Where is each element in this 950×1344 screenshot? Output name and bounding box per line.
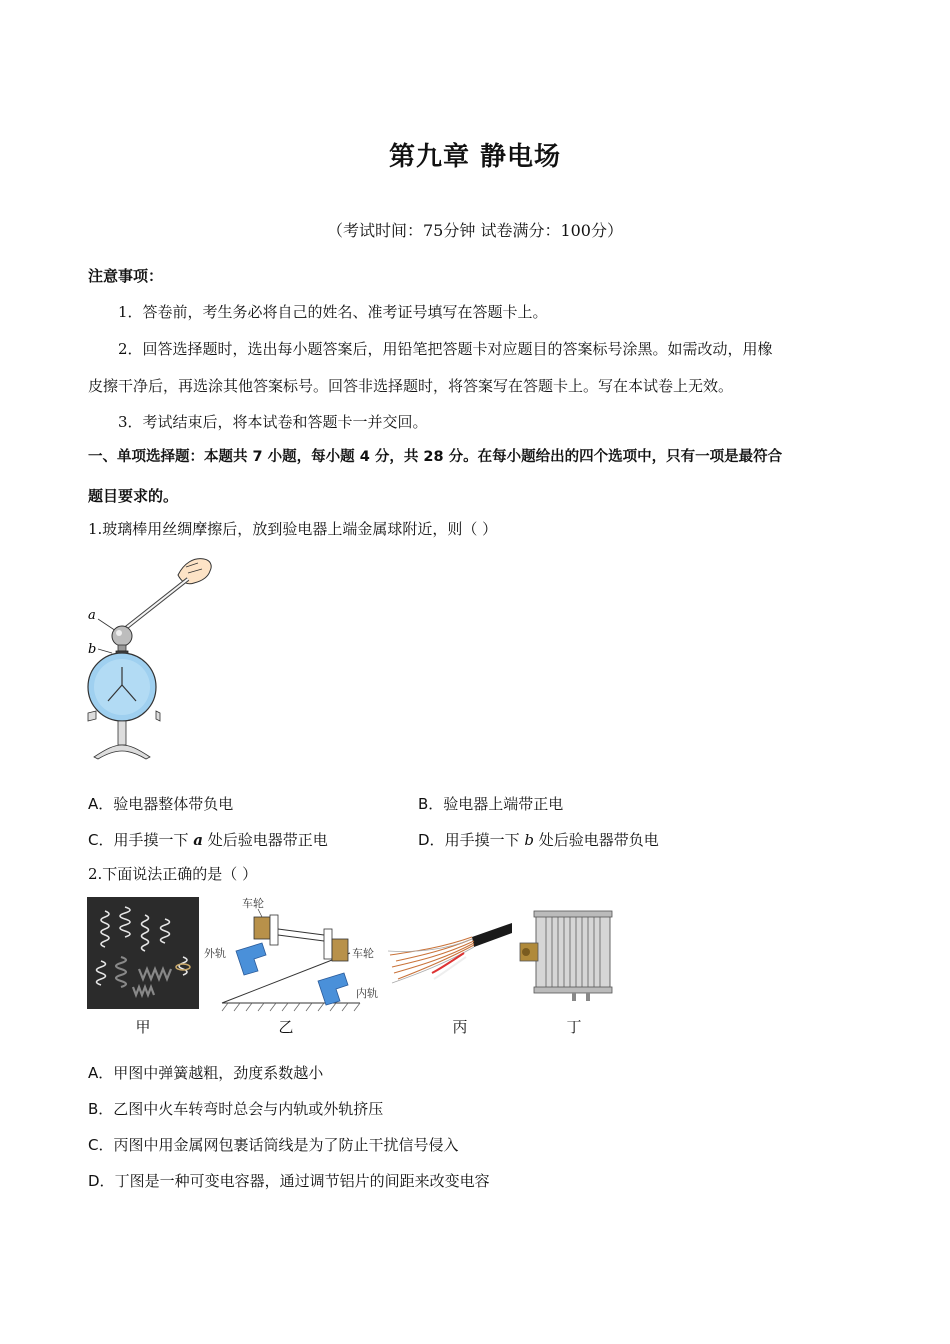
train-wheel-diagram [200,893,390,1013]
note-1: 1．答卷前，考生务必将自己的姓名、准考证号填写在答题卡上。 [118,303,548,321]
page-title: 第九章 静电场 [388,142,562,172]
q1-option-d[interactable] [418,830,659,850]
caption-ding: 丁 [566,1018,582,1036]
label-b: b [88,642,97,657]
q1-option-c-post: 处后验电器带正电 [203,831,328,849]
q2-option-d-letter: D． [88,1172,115,1190]
q1-option-c-var: a [193,831,203,849]
label-wheel-right: 车轮 [352,947,374,960]
q1-option-d-pre: 用手摸一下 [444,831,525,849]
note-3: 3．考试结束后，将本试卷和答题卡一并交回。 [118,413,428,431]
section-heading-line-1: 一、单项选择题：本题共 7 小题，每小题 4 分，共 28 分。在每小题给出的四个选项中，只有一项是最符合 [88,449,783,465]
q1-option-c[interactable] [88,830,328,850]
note-2-line-2: 皮擦干净后，再选涂其他答案标号。回答非选择题时，将答案写在答题卡上。写在本试卷上无效。 [88,377,734,395]
caption-yi: 乙 [278,1018,294,1036]
q1-option-b[interactable] [418,794,563,814]
q1-option-c-pre: 用手摸一下 [113,831,194,849]
q2-option-c[interactable] [88,1135,459,1155]
label-inner-rail: 内轨 [356,987,378,1000]
question-1-stem: 1.玻璃棒用丝绸摩擦后，放到验电器上端金属球附近，则（ ） [88,520,498,538]
electroscope-figure [82,553,222,763]
q2-option-a-letter: A． [88,1064,114,1082]
q1-option-b-text: 验电器上端带正电 [443,795,564,813]
label-outer-rail: 外轨 [204,947,226,960]
q1-option-a[interactable] [88,794,233,814]
q2-option-c-text: 丙图中用金属网包裹话筒线是为了防止干扰信号侵入 [113,1136,459,1154]
q2-option-a-text: 甲图中弹簧越粗，劲度系数越小 [113,1064,324,1082]
question-2-stem: 2.下面说法正确的是（ ） [88,865,258,883]
q2-option-a[interactable] [88,1063,323,1083]
exam-info: （考试时间：75分钟 试卷满分：100分） [327,221,623,240]
q2-option-c-letter: C． [88,1136,114,1154]
q2-option-b[interactable] [88,1099,383,1119]
caption-bing: 丙 [452,1018,468,1036]
label-wheel-top: 车轮 [242,897,264,910]
q1-option-d-letter: D． [418,831,445,849]
q1-option-d-var: b [524,831,534,849]
q1-option-c-letter: C． [88,831,114,849]
q2-option-d-text: 丁图是一种可变电容器，通过调节铝片的间距来改变电容 [114,1172,490,1190]
q1-option-d-post: 处后验电器带负电 [533,831,659,849]
section-heading-line-2: 题目要求的。 [88,487,179,505]
q1-option-a-text: 验电器整体带负电 [113,795,234,813]
springs-photo [87,897,199,1009]
note-2-line-1: 2．回答选择题时，选出每小题答案后，用铅笔把答题卡对应题目的答案标号涂黑。如需改动，用橡 [118,340,773,358]
q1-option-a-letter: A． [88,795,114,813]
variable-capacitor-photo [516,903,620,1003]
notes-heading: 注意事项： [88,267,164,285]
label-a: a [88,608,96,623]
q2-option-b-letter: B． [88,1100,114,1118]
shielded-cable-photo [388,903,512,1003]
q2-option-d[interactable] [88,1171,490,1191]
q1-option-b-letter: B． [418,795,444,813]
caption-jia: 甲 [135,1018,151,1036]
q2-option-b-text: 乙图中火车转弯时总会与内轨或外轨挤压 [113,1100,384,1118]
